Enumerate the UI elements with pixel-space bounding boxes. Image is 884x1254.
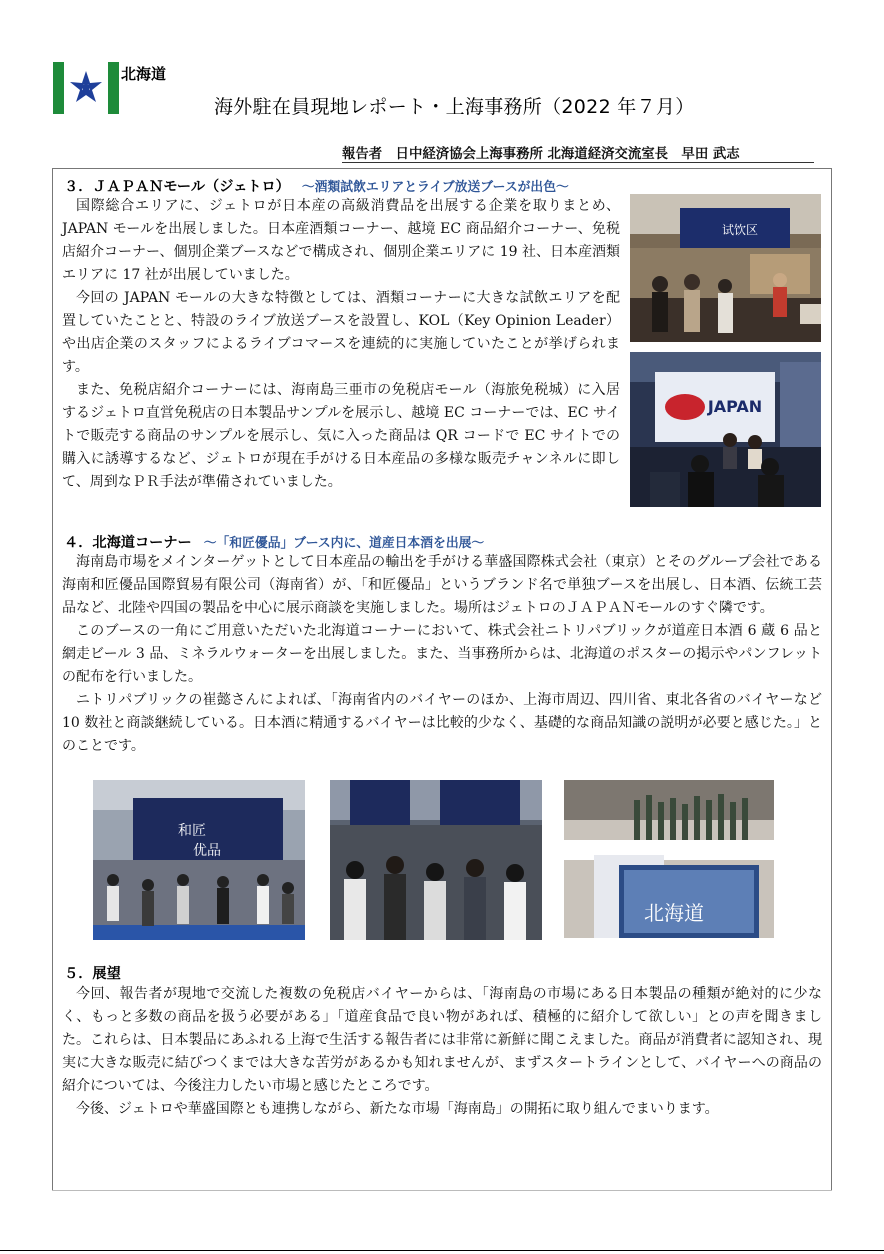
section3-title: ３．ＪＡＰＡＮモール（ジェトロ）	[64, 179, 290, 195]
section5-paragraph: 今後、ジェトロや華盛国際とも連携しながら、新たな市場「海南島」の開拓に取り組んでまいります。	[76, 1101, 719, 1117]
logo-text: 北海道	[121, 65, 167, 83]
photo-tasting-area	[630, 194, 821, 342]
section5-paragraph: 今回、報告者が現地で交流した複数の免税店バイヤーからは、「海南島の市場にある日本製品の種類が絶対的に少なく、もっと多数の商品を扱う必要がある」「道産食品で良い物があれば、積極的に紹介して欲しい」との声を聞きました。これらは、日本製品にあふれる上海で生活する報告者には非常に新鮮に聞こえました。商品が消費者に認知され、現実に大きな販売に結びつくまでは大きな苦労があるかも知れませんが、まずスタートラインとして、バイヤーへの商品の紹介については、今後注力したい市場と感じたところです。	[62, 986, 822, 1094]
hokkaido-poster-text: 北海道	[644, 901, 704, 925]
section5-body	[62, 983, 822, 1121]
page-bottom-rule	[0, 1250, 884, 1251]
frame-bottom-rule	[52, 1190, 832, 1191]
yuhin-sign-text: 优品	[193, 843, 221, 859]
section4-paragraph: このブースの一角にご用意いただいた北海道コーナーにおいて、株式会社ニトリパブリックが道産日本酒 6 蔵 6 品と網走ビール 3 品、ミネラルウォーターを出展しました。また、当事務所からは、北海道のポスターの掲示やパンフレットの配布を行いました。	[62, 623, 822, 685]
wajo-sign-text: 和匠	[178, 823, 206, 839]
document-title: 海外駐在員現地レポート・上海事務所（2022 年７月）	[214, 96, 695, 118]
section4-heading	[64, 532, 484, 552]
section4-subtitle: ～「和匠優品」ブース内に、道産日本酒を出展～	[203, 536, 485, 551]
section5-title: ５．展望	[64, 966, 121, 982]
section3-paragraph: 今回の JAPAN モールの大きな特徴としては、酒類コーナーに大きな試飲エリアを配置していたことと、特設のライブ放送ブースを設置し、KOL（Key Opinion Leader）や出店企業のスタッフによるライブコマースを連続的に実施していたことが挙げられます。	[62, 290, 620, 375]
hokkaido-emblem-icon	[53, 62, 119, 114]
section3-heading	[64, 176, 569, 196]
photo-live-broadcast-booth	[630, 352, 821, 507]
photo-hokkaido-corner	[564, 780, 774, 938]
reporter-underline	[342, 162, 814, 163]
japan-sign-text: JAPAN	[707, 397, 763, 416]
section4-body	[62, 551, 822, 758]
section3-body	[62, 195, 620, 494]
tasting-sign-text: 试饮区	[721, 223, 759, 237]
section3-paragraph: また、免税店紹介コーナーには、海南島三亜市の免税店モール（海旅免税城）に入居するジェトロ直営免税店の日本製品サンプルを展示し、越境 EC コーナーでは、EC サイトで販売する商品のサンプルを展示し、気に入った商品は QR コードで EC サイトでの購入に誘導するなど、ジェトロが現在手がける日本産品の多様な販売チャンネルに即して、周到なＰＲ手法が準備されていました。	[62, 382, 620, 490]
hokkaido-logo	[53, 62, 119, 114]
section5-heading	[64, 963, 121, 983]
reporter-line: 報告者 日中経済協会上海事務所 北海道経済交流室長 早田 武志	[342, 147, 740, 162]
section4-title: ４．北海道コーナー	[64, 535, 192, 551]
section3-subtitle: ～酒類試飲エリアとライブ放送ブースが出色～	[301, 180, 569, 195]
section4-paragraph: 海南島市場をメインターゲットとして日本産品の輸出を手がける華盛国際株式会社（東京）とそのグループ会社である海南和匠優品国際貿易有限公司（海南省）が、「和匠優品」というブランド名で単独ブースを出展し、日本酒、伝統工芸品など、北陸や四国の製品を中心に展示商談を実施しました。場所はジェトロのＪＡＰＡＮモールのすぐ隣です。	[62, 554, 822, 616]
section3-paragraph: 国際総合エリアに、ジェトロが日本産の高級消費品を出展する企業を取りまとめ、JAPAN モールを出展しました。日本産酒類コーナー、越境 EC 商品紹介コーナー、免税店紹介コーナー、個別企業ブースなどで構成され、個別企業エリアに 19 社、日本産酒類エリアに 17 社が出展していました。	[62, 198, 620, 283]
photo-booth-crowd	[330, 780, 542, 940]
section4-paragraph: ニトリパブリックの崔懿さんによれば、「海南省内のバイヤーのほか、上海市周辺、四川省、東北各省のバイヤーなど 10 数社と商談継続している。日本酒に精通するバイヤーは比較的少なく、基礎的な商品知識の説明が必要と感じた。」とのことです。	[62, 692, 822, 754]
photo-wajo-booth	[93, 780, 305, 940]
